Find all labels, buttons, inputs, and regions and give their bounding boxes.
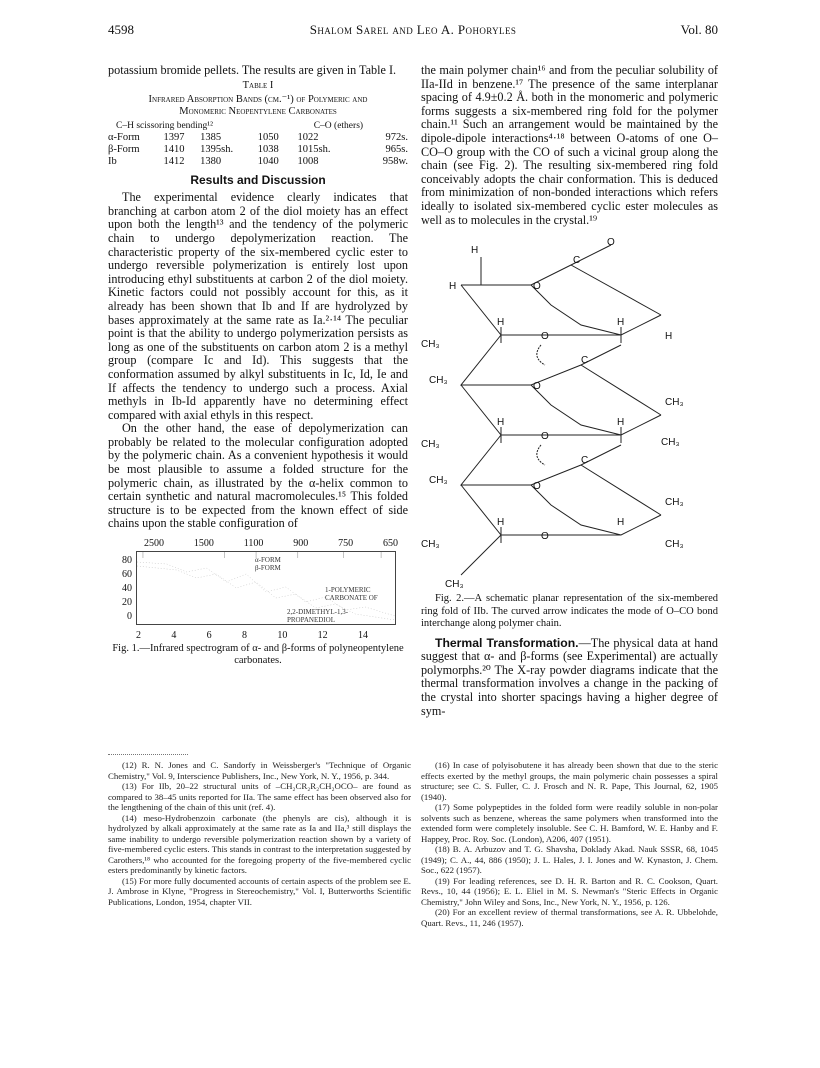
footnotes-right: [421, 760, 718, 928]
atom-label: CH₃: [665, 497, 684, 509]
footnote-rule: [108, 754, 188, 755]
tick-label: 2500: [144, 538, 164, 550]
wavenumber-ticks: [144, 537, 398, 551]
footnote: (16) In case of polyisobutene it has already been shown that due to the steric effects exerted by the methyl groups, the main polymeric chain possesses a spiral structure; see C. S. Fuller, C. J. Frosch and N. R. Pape, This Journal, 62, 1905 (1940).: [421, 760, 718, 802]
tick-label: 6: [206, 630, 212, 642]
table-cell: 965s.: [385, 143, 408, 155]
tick-label: 14: [357, 630, 368, 642]
atom-label: CH₃: [665, 539, 684, 551]
table-cell: 1412: [163, 155, 185, 167]
running-title: Shalom Sarel and Leo A. Pohoryles: [309, 22, 517, 37]
table-title-2: Monomeric Neopentylene Carbonates: [179, 105, 337, 117]
right-column: [421, 64, 718, 718]
volume-number: Vol. 80: [680, 22, 718, 37]
atom-label: C: [581, 455, 589, 467]
atom-label: H: [449, 281, 457, 293]
atom-label: H: [617, 417, 625, 429]
atom-label: H: [497, 317, 505, 329]
ring-fold-diagram: [421, 235, 718, 591]
atom-label: CH₃: [661, 437, 680, 449]
table-cell: 1385: [200, 131, 222, 143]
table-cell: 1050: [257, 131, 279, 143]
atom-label: H: [497, 517, 505, 529]
atom-label: H: [665, 331, 673, 343]
left-column: [108, 63, 408, 667]
trace-label: α-FORM: [255, 556, 281, 565]
trace-label: CARBONATE OF: [325, 594, 378, 603]
table-cell: β-Form: [108, 143, 140, 155]
body-paragraph: the main polymer chain¹⁶ and from the peculiar solubility of IIa-IId in benzene.¹⁷ The presence of the same interplanar spacing of 4.9±0.2 Å. both in the monomeric and polymeric forms suggests a six-membered ring fold for the polymer chain.¹¹ Such an arrangement would be maintained by the dipole-dipole interactions⁴·¹⁸ between O-atoms of one O–CO–O group with the CO of such a vicinal group along the chain (see Fig. 2). The resulting six-membered ring fold conceivably adopts the chair conformation. This is deduced from minimization of non-bonded interactions which refers ideally to isolated six-membered cyclic ester molecules as well as to molecules in the crystal.¹⁹: [421, 63, 718, 227]
footnote: (17) Some polypeptides in the folded form were readily soluble in non-polar solvents such as benzene, whereas the same polymers when transformed into the extended form were completely insoluble. See C. H. Bamford, W. E. Hanby and F. Happey, Proc. Roy. Soc. (London), A206, 407 (1951).: [421, 802, 718, 844]
table-cell: 958w.: [382, 155, 408, 167]
tick-label: 2: [136, 630, 141, 642]
atom-label: H: [471, 245, 479, 257]
table-cell: α-Form: [108, 131, 140, 143]
spectrum-plot-area: [136, 551, 396, 625]
figure-1-caption: Fig. 1.—Infrared spectrogram of α- and β-forms of polyneopentylene carbonates.: [112, 643, 404, 667]
tick-label: 0: [127, 611, 132, 623]
table-cell: 1022: [297, 131, 319, 143]
tick-label: 10: [277, 630, 288, 642]
run-in-heading: Thermal Transformation.: [435, 635, 579, 650]
atom-label: C: [573, 255, 581, 267]
footnote: (20) For an excellent review of thermal transformations, see A. R. Ubbelohde, Quart. Revs., 11, 246 (1957).: [421, 907, 718, 928]
body-paragraph: The experimental evidence clearly indicates that branching at carbon atom 2 of the diol moiety has an effect upon both the length¹³ and the tendency of the polymeric chain to undergo depolymerization reaction. The characteristic property of the six-membered cyclic ester to undergo reversible polymerization is entirely lost upon introducing ethyl substituents at carbon 2 of the diol moiety. Kinetic factors could not possibly account for this, as it already has been shown that Ib and If are hydrolyzed by bases approximately at the same rate as Ia.²·¹⁴ The peculiar point is that the ability to undergo polymerization persists as long as one of the substituents on carbon atom 2 is a methyl group (compare Ic and Id). This suggests that the conformation assumed by alkyl substituents in Ic, Id, Ie and If affects the tendency to undergo such a process. Axial methyls in Ib-Id apparently have no determining effect compared with axial ethyls in this respect.: [108, 190, 408, 422]
atom-label: CH₃: [421, 339, 440, 351]
body-paragraph: [421, 637, 718, 719]
atom-label: H: [617, 317, 625, 329]
table-cell: 1397: [163, 131, 185, 143]
tick-label: 750: [338, 538, 354, 550]
tick-label: 60: [122, 569, 132, 581]
atom-label: CH₃: [421, 439, 440, 451]
atom-label: CH₃: [421, 539, 440, 551]
tick-label: 4: [171, 630, 177, 642]
atom-label: O: [541, 331, 549, 343]
trace-label: 1-POLYMERIC: [325, 586, 371, 595]
page-header: [108, 22, 718, 42]
table-cell: 1038: [257, 143, 279, 155]
table-cell: 1015sh.: [297, 143, 331, 155]
tick-label: 20: [122, 597, 132, 609]
page-number: 4598: [108, 22, 134, 37]
table-row: [108, 144, 408, 156]
tick-label: 12: [317, 630, 328, 642]
tick-label: 1100: [243, 538, 264, 550]
atom-label: CH₃: [429, 475, 448, 487]
atom-label: O: [607, 237, 615, 249]
tick-label: 650: [382, 538, 398, 550]
footnote: (19) For leading references, see D. H. R. Barton and R. C. Cookson, Quart. Revs., 10, 44 (1956); E. L. Eliel in M. S. Newman's "Steric Effects in Organic Chemistry," John Wiley and Sons, Inc., New York, N. Y., 1956, p. 126.: [421, 875, 718, 907]
atom-label: CH₃: [445, 579, 464, 591]
table-cell: 1395sh.: [200, 143, 234, 155]
table-cell: 1410: [163, 143, 185, 155]
ir-table: [108, 120, 408, 168]
trace-label: β-FORM: [255, 564, 281, 573]
intro-text: potassium bromide pellets. The results are given in Table I.: [108, 63, 397, 77]
table-row: [108, 132, 408, 144]
atom-label: O: [541, 531, 549, 543]
atom-label: O: [533, 381, 541, 393]
body-text: —The physical data at hand suggest that α- and β-forms (see Experimental) are actually polymorphs.²⁰ The X-ray powder diagrams indicate that the thermal transformation involves a change in the packing of the crystal into shorter spacings having a higher degree of sym-: [421, 635, 718, 718]
table-row: [108, 156, 408, 168]
figure-2-caption: Fig. 2.—A schematic planar representation of the six-membered ring fold of IIb. The curved arrow indicates the mode of O–CO bond interchange along polymer chain.: [421, 593, 718, 630]
atom-label: O: [533, 281, 541, 293]
section-heading: Results and Discussion: [190, 172, 326, 187]
table-cell: 1380: [200, 155, 222, 167]
tick-label: 1500: [193, 538, 214, 550]
tick-label: 900: [293, 538, 309, 550]
figure-2-ring-fold: [421, 235, 718, 591]
trace-label: 2,2-DIMETHYL-1,3-PROPANEDIOL: [287, 608, 349, 625]
footnotes-left: [108, 760, 411, 907]
table-cell: Ib: [108, 155, 117, 167]
atom-label: H: [617, 517, 625, 529]
footnote: (12) R. N. Jones and C. Sandorfy in Weissberger's "Technique of Organic Chemistry," Vol. 9, Interscience Publishers, Inc., New York, N. Y., 1956, p. 344.: [108, 760, 411, 781]
table-cell: 1040: [257, 155, 279, 167]
body-paragraph: On the other hand, the ease of depolymerization can probably be related to the molecular configuration adopted by the polymeric chain. As a convenient hypothesis it would be most plausible to assume a folded structure for the polymeric chain, as illustrated by the α-helix common to certain synthetic and natural macromolecules.¹⁵ This folded structure is to be expected from the known effect of side chains upon the stable configuration of: [108, 421, 408, 531]
table-label: Table I: [242, 79, 274, 91]
table-cell: 1008: [297, 155, 319, 167]
footnote: (15) For more fully documented accounts of certain aspects of the problem see E. J. Ambrose in Klyne, "Progress in Stereochemistry," Vol. I, Butterworths Scientific Publications, London, 1954, chapter VII.: [108, 875, 411, 907]
footnote: (18) B. A. Arbuzov and T. G. Shavsha, Doklady Akad. Nauk SSSR, 68, 1045 (1949); C. A., 44, 886 (1950); J. L. Hales, J. I. Jones and W. Kynaston, J. Chem. Soc., 622 (1957).: [421, 844, 718, 875]
atom-label: CH₃: [665, 397, 684, 409]
tick-label: 8: [241, 630, 247, 642]
ir-spectrum-figure: [108, 537, 408, 667]
table-head-ch: C–H scissoring bending¹²: [116, 120, 213, 131]
atom-label: C: [581, 355, 589, 367]
table-cell: 972s.: [385, 131, 408, 143]
footnote: (14) meso-Hydrobenzoin carbonate (the phenyls are cis), although it is hydrolyzed by alkali approximately at the same rate as Ia and IIa,³ still displays the same inability to undergo reversible polymerization reaction shown by a variety of five-membered cyclic esters. This stands in contrast to the interpretation suggested by Carothers,¹⁸ who accounted for the foregoing property of the five-membered cyclic esters predominantly by kinetic factors.: [108, 812, 411, 875]
atom-label: O: [541, 431, 549, 443]
tick-label: 80: [122, 555, 132, 567]
footnote: (13) For IIb, 20–22 structural units of –CH₂CR₂R₂CH₂OCO– are found as compared to 38–45 units reported for IIa. The same effect has been observed also for the lengthening of the chain of this unit (ref. 4).: [108, 781, 411, 812]
tick-label: 40: [122, 583, 132, 595]
table-title-1: Infrared Absorption Bands (cm.⁻¹) of Polymeric and: [148, 93, 368, 105]
atom-label: O: [533, 481, 541, 493]
atom-label: CH₃: [429, 375, 448, 387]
atom-label: H: [497, 417, 505, 429]
wavelength-ticks: [136, 629, 368, 643]
table-head-co: C–O (ethers): [313, 120, 364, 131]
